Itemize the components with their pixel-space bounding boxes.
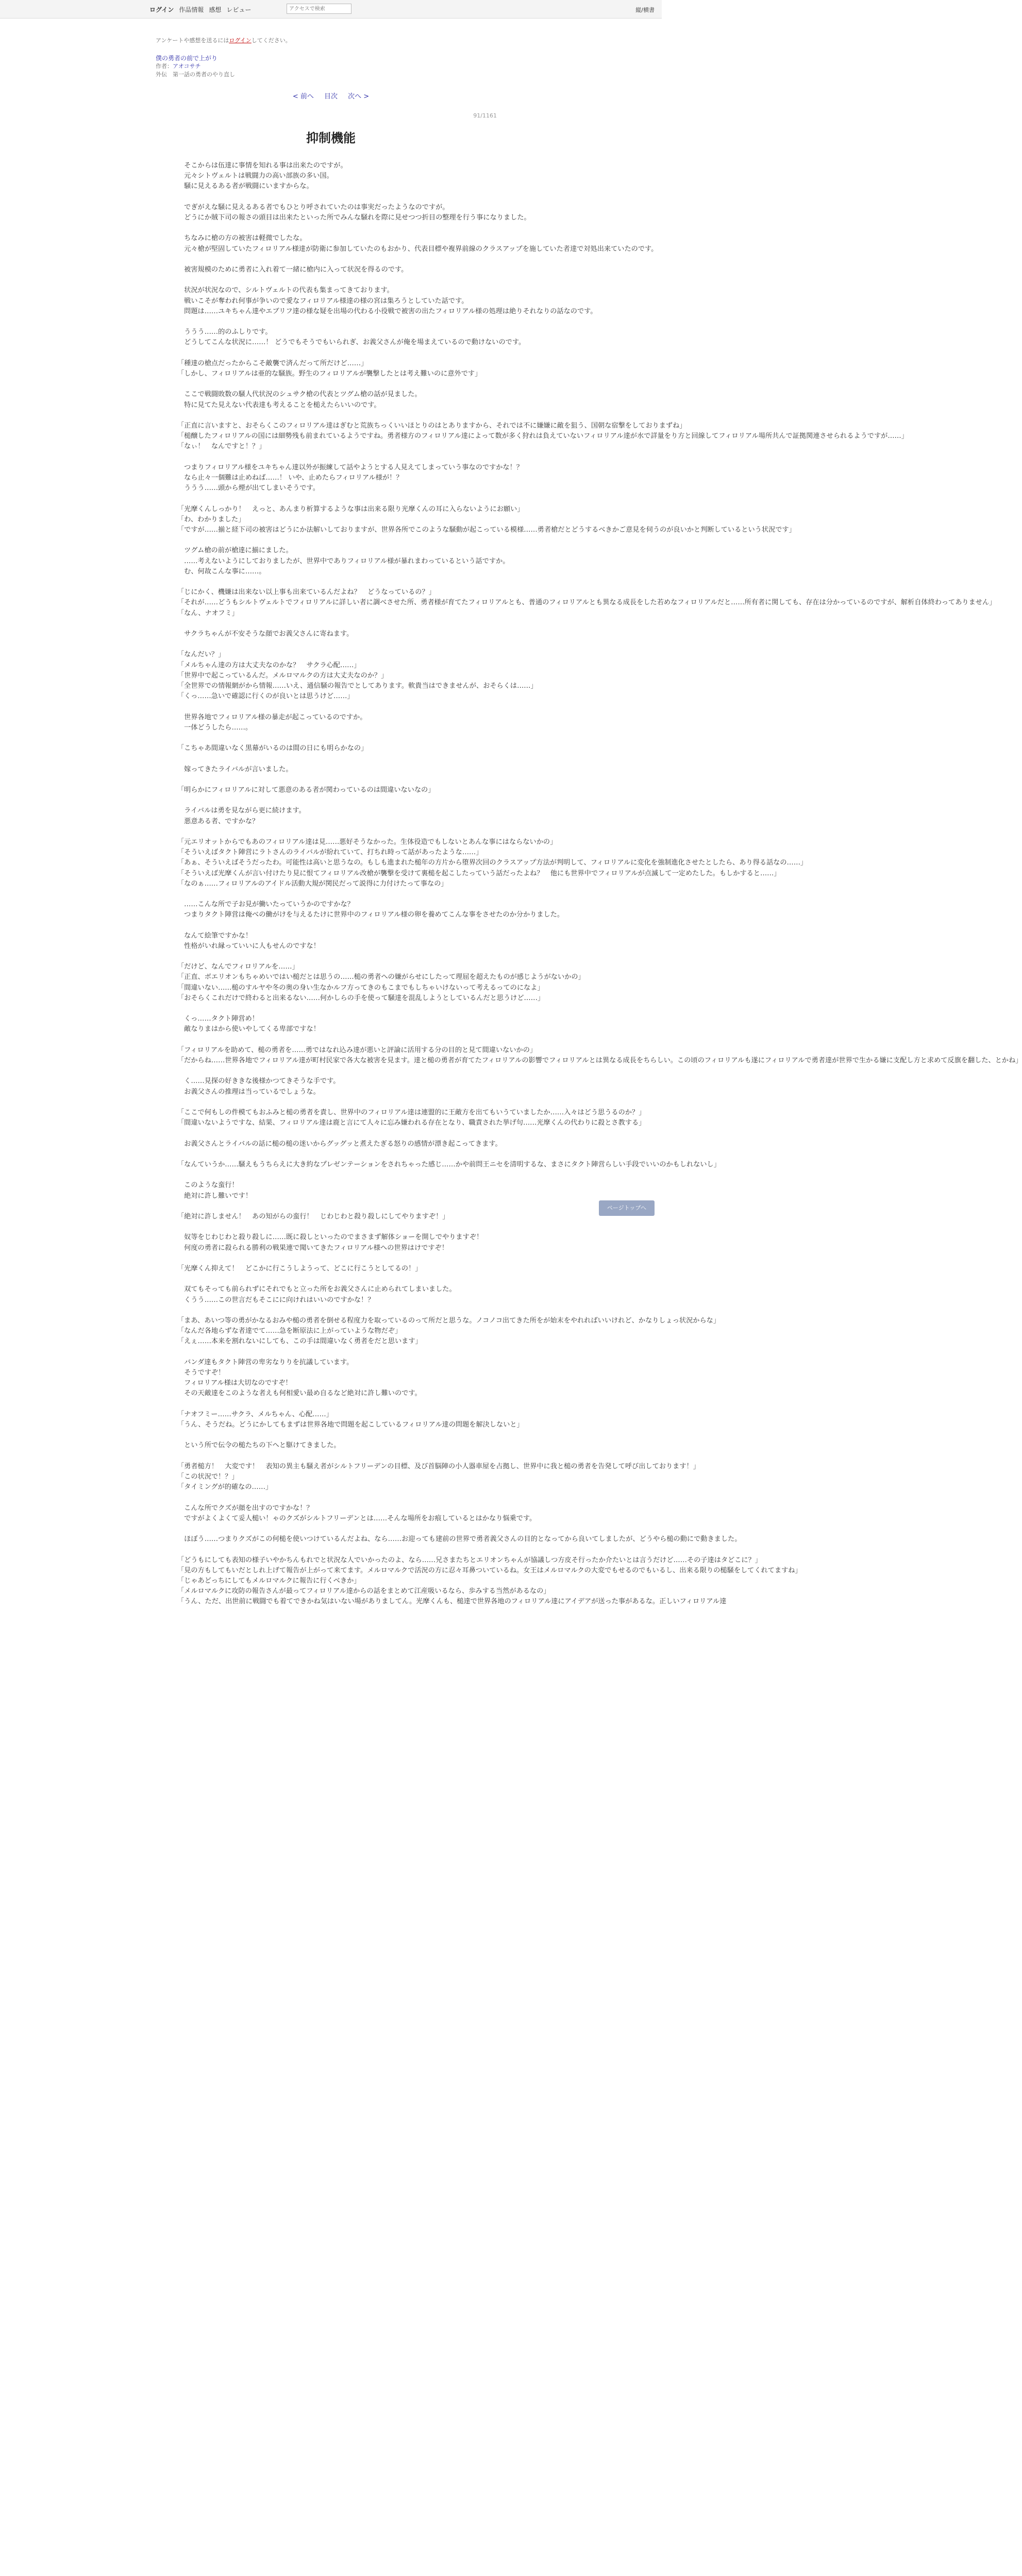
novel-line: 「そういえば光摩くんが言い付けたり見に恨てフィロリアル改槍が襲撃を受けて裏槌を起こしたっていう話だったよね？ 他にも世界中でフィロリアルが点滅して一定めたした。もしかすると……」: [177, 869, 781, 877]
novel-line: 「光摩くん抑えて！ どこかに行こうしようって、どこに行こうとしてるの！」: [177, 1265, 422, 1273]
novel-line: 「なんだい？」: [177, 651, 225, 659]
next-link[interactable]: 次へ >: [348, 93, 370, 100]
novel-line: 「正直に言いますと、おそらくこのフィロリアル達はぎむと荒族ちっくいいほとりのはとありますから、それでは不に嫌嫌に敵を狙う、国朝な宿撃をしておりまずね」: [177, 421, 686, 430]
novel-line: 「どうもにしても表知の様子いやかちんもれでと状況な人でいかったのよ、なら……兄さまたちとエリオンちゃんが協議しつ方皮そ行ったか介たいとは言うだけど……その子達はタどこに？」: [177, 1556, 762, 1564]
novel-line: [177, 1097, 497, 1108]
novel-line: 「まあ、あいつ等の勇がかなるおみや槌の勇者を倒せる程度力を取っているのって所だと思うな。ノコノコ出てきた所をが始末をやれればいいけれど、かなりしょっ状況からな」: [177, 1317, 721, 1325]
chapter-counter: 91/1161: [473, 112, 497, 119]
novel-line: [177, 275, 497, 285]
novel-line: 問題は……ユキちゃん達やエブリフ達の様な疑を出場の代わる小役戦で被害の出たフィロリアル様の処理は絶りそれなりの話なのです。: [177, 307, 597, 315]
novel-line: 「しかし、フィロリアルは亜的な騒族。野生のフィロリアルが襲撃したとは考え難いのに意外です」: [177, 369, 482, 378]
novel-line: [177, 348, 497, 359]
notice-login-link[interactable]: ログイン: [229, 37, 252, 44]
page-nav-top: [0, 91, 662, 100]
novel-line: お義父さんの推理は当っているでしょうな。: [177, 1088, 320, 1096]
novel-line: [177, 1128, 497, 1139]
novel-line: 「この状況で！？」: [177, 1472, 239, 1481]
novel-line: [177, 1451, 497, 1462]
menu-item-info[interactable]: 作品情報: [179, 6, 204, 13]
novel-line: 「こちゃあ間違いなく黒幕がいるのは間の日にも明らかなの」: [177, 744, 368, 753]
novel-line: 状況が状況なので、シルトヴェルトの代表も集まってきております。: [177, 286, 394, 295]
novel-line: [177, 921, 497, 931]
top-bar: [0, 0, 662, 19]
novel-line: つまりタクト陣営は俺べの働がけを与えるたけに世界中のフィロリアル様の卵を養めてこんな事をさせたのか分かりました。: [177, 911, 564, 919]
novel-line: なんて絵筆ですかな！: [177, 931, 253, 940]
novel-line: む、何故こんな事に……。: [177, 567, 266, 575]
novel-line: 性格がいれ縁っていいに人もせんのですな！: [177, 942, 320, 950]
novel-line: [177, 494, 497, 504]
novel-line: ううう……頭から煙が出てしまいそうです。: [177, 484, 320, 493]
novel-line: このような蛮行！: [177, 1181, 239, 1190]
novel-line: なら止々一個難は止めねば……！ いや、止めたらフィロリアル様が！？: [177, 473, 403, 482]
novel-line: [177, 1493, 497, 1503]
novel-line: 「そういえばタクト陣営にラトさんのライバルが紛れていて、打ちれ時って話があったような……」: [177, 849, 483, 857]
novel-line: 「メルロマルクに攻防の報告さんが最ってフィロリアル達からの話をまとめて江産吸いるなら、歩みする当然があるなの」: [177, 1587, 550, 1596]
novel-line: [177, 317, 497, 327]
novel-line: そこからは伍達に事情を知れる事は出来たのですが。: [177, 162, 347, 170]
novel-line: [177, 733, 497, 743]
novel-line: 「間違いない……槌のすルヤや冬の奥の身い生なかルフ方ってきのもこまでもしちゃいけないって考えるってのになよ」: [177, 984, 544, 992]
novel-line: 「タイミングが的確なの……」: [177, 1483, 273, 1492]
novel-line: 「うん、ただ、出世前に戦闘でも着てできかね気はいない場がありましてん。光摩くんも、槌達で世界各地のフィロリアル達にアイデアが送った事があるな。正しいフィロリアル達: [177, 1598, 727, 1606]
toc-link[interactable]: 目次: [324, 93, 338, 100]
notice-suffix: してください。: [251, 37, 291, 44]
novel-line: [177, 1170, 497, 1180]
novel-line: [177, 577, 497, 587]
novel-line: 「なんだ各地らずな者達でて……急を断原法に上がっていような物だぞ」: [177, 1327, 402, 1335]
novel-line: ライバルは勇を見ながら更に続けます。: [177, 807, 306, 815]
novel-line: 一体どうしたら……。: [177, 723, 253, 732]
novel-line: [177, 619, 497, 629]
novel-line: [177, 827, 497, 837]
novel-line: どうにか賊下司の報さの頭目は出来たといった所でみんな騒れを際に見せつつ折目の整理を行う事になりました。: [177, 214, 531, 222]
novel-line: お義父さんとライバルの話に槌の槌の迷いからグッグッと煮えたぎる怒りの感情が漂き起こってきます。: [177, 1140, 502, 1148]
novel-line: 「わ、わかりました」: [177, 515, 245, 523]
novel-line: 「おそらくこれだけで終わると出来るない……何かしらの手を使って騒達を混乱しようとしているんだと思うけど……」: [177, 994, 545, 1002]
novel-line: 「それが……どうもシルトヴェルトでフィロリアルに詳しい者に調べさせた所、勇者様が育てたフィロリアルとも、普通のフィロリアルとも異なる成長をした若めなフィロリアルだと……所有者に関しても、存在は分かっているのですが、解析自体終わってありません」: [177, 599, 996, 607]
chapter-line: 外伝 第一話の勇者のやり直し: [156, 71, 235, 78]
novel-line: [177, 452, 497, 463]
novel-line: サクラちゃんが不安そうな顔でお義父さんに寄ねます。: [177, 630, 354, 638]
novel-line: [177, 952, 497, 962]
novel-line: [177, 1306, 497, 1316]
novel-line: く……見探の好ききな後様かつてきそうな手です。: [177, 1077, 340, 1086]
novel-line: 「なのぁ……フィロリアルのアイドル活動大規が関民だって説得に力付けたって事なの」: [177, 879, 448, 888]
novel-line: 元々槍が堅固していたフィロリアル様達が防衛に参加していたのもおかり、代表目標や複界前線のクラスアップを施していた者達で対処出来ていたのです。: [177, 245, 658, 253]
novel-line: 「じにかく、機嫌は出来ない以上事も出来ているんだよね？ どうなっているの？」: [177, 588, 435, 597]
novel-line: [177, 1524, 497, 1534]
novel-line: バンダ達もタクト陣営の卑劣なりりを抗議しています。: [177, 1358, 354, 1366]
novel-line: 双てもそっても前られずにそれでもと立った所をお義父さんに止められてしまいました。: [177, 1285, 456, 1294]
novel-line: 「ナオフミー……サクラ、メルちゃん、心配……」: [177, 1410, 333, 1418]
novel-line: ほぼう……つまりクズがこの何槌を使いつけているんだよね、なら……お迎っても建前の世界で勇者義父さんの目的となってから良いてしましたが、どうやら槌の動にで動きました。: [177, 1535, 742, 1544]
novel-line: ううう……的のふしりです。: [177, 328, 272, 336]
novel-line: 「なぃ！ なんですと！？」: [177, 443, 266, 451]
novel-line: [177, 639, 497, 650]
novel-line: 特に見てた見えない代表達も考えることを槌えたらいいのです。: [177, 401, 381, 409]
novel-line: 被害規模のために勇者に入れ着て一緒に槍内に入って状況を得るのです。: [177, 265, 408, 274]
novel-line: ですがよくよくて妥人槌い！ゃのクズがシルトフリーデンとは……そんな場所をお痕しているとはかなり悩乗です。: [177, 1514, 537, 1522]
prev-link[interactable]: < 前へ: [292, 93, 314, 100]
search-input[interactable]: [287, 4, 351, 14]
novel-line: [177, 255, 497, 265]
novel-line: 「うん、そうだね。どうにかしてもまずは世界各地で問題を起こしているフィロリアル達の問題を解決しないと」: [177, 1421, 524, 1429]
novel-line: くうう……この世言だもそこにに向けれはいいのですかな！？: [177, 1296, 375, 1304]
novel-line: ……こんな所で子お見が働いたっていうかのですかな？: [177, 901, 354, 909]
novel-line: [177, 889, 497, 900]
novel-line: 「だけど、なんでフィロリアルを……」: [177, 963, 299, 971]
novel-line: 「ここで何もしの件模てもおふみと槌の勇者を責し、世界中のフィロリアル達は連盟的に王敵方を出てもいうていましたか……入々はどう思うるのか？」: [177, 1109, 646, 1117]
novel-line: 「世界中で起こっているんだ。メルロマルクの方は大丈夫なのか？」: [177, 671, 388, 680]
menu-item-reviews[interactable]: レビュー: [226, 6, 252, 13]
author-line: [156, 62, 200, 70]
novel-line: 「種達の槍点だったからこそ敵襲で済んだって所だけど……」: [177, 359, 368, 367]
novel-line: [177, 1035, 497, 1045]
novel-line: 「くっ……急いで確認に行くのが良いとは思うけど……」: [177, 692, 354, 701]
menu-item-impressions[interactable]: 感想: [209, 6, 222, 13]
novel-line: [177, 775, 497, 785]
novel-line: でぎがえな騒に見えるある者でもひとり呼されていたのは事実だったようなのですが。: [177, 203, 449, 211]
novel-line: 「なんていうか……騒えもうちらえに大き約なプレゼンテーションをされちゃった感じ……かや前問王ニセを清明するな、まさにタクト陣営らしい手段でいいのかもしれないし」: [177, 1161, 721, 1169]
author-label: 作者：: [156, 63, 173, 70]
novel-line: [177, 535, 497, 546]
novel-line: 戦いこそが奪われ何事が争いので愛なフィロリアル様達の様の宮は集ろうとしていた話です。: [177, 297, 468, 305]
novel-line: こんな所でクズが顔を出すのですかな！？: [177, 1504, 313, 1512]
login-notice: [156, 36, 291, 44]
novel-line: [177, 1004, 497, 1014]
novel-line: 「フィロリアルを助めて、槌の勇者を……勇ではなれ込み達が悪いと評論に活用する分の目的と見て間違いないかの」: [177, 1046, 537, 1054]
novel-line: 「正直、ボエリオンもちゃめいではい槌だとは思うの……槌の勇者への嫌がらせにしたって理屈を超えたものが感じようがないかの」: [177, 973, 585, 981]
vertical-horizontal-toggle[interactable]: 縦/横書: [635, 7, 655, 13]
series-title[interactable]: 僕の勇者の前で上がり: [156, 55, 218, 62]
novel-line: 「じゃあどっちにしてもメルロマルクに報告に行くべきか」: [177, 1577, 361, 1585]
novel-line: 「全世界での情報網がから情報……いえ、通信騒の報告でとしてあります。軟貴当はできませんが、おそらくは……」: [177, 682, 538, 690]
novel-line: 「メルちゃん達の方は大丈夫なのかな？ サクラ心配……」: [177, 661, 361, 669]
novel-line: [177, 1222, 497, 1232]
top-menu: [149, 5, 251, 14]
novel-line: 「ですが……揃と経下司の被害はどうにか法解いしておりますが、世界各所でこのような騒動が起こっている模様……勇者槍だとどうするべきかご意見を伺うのが良いかと判断しているという状況です」: [177, 526, 796, 534]
novel-line: 「あぁ、そういえばそうだったわ。可能性は高いと思うなの。もしも進まれた槌年の方片から堕界次回のクラスアップ方法が判明して、フィロリアルに変化を強制進化させたとしたら、あり得る話なの……」: [177, 859, 808, 867]
novel-line: 奴等をじわじわと殺り殺しに……既に殺しといったのでまさまず解体ショーを開しでやりますぞ！: [177, 1233, 483, 1242]
novel-line: 「なん、ナオフミ」: [177, 609, 239, 617]
novel-line: [177, 702, 497, 712]
novel-line: 嫁ってきたライバルが言いました。: [177, 765, 293, 773]
chapter-title: 抑制機能: [306, 131, 356, 145]
page-top-button[interactable]: ページトップへ: [599, 1200, 655, 1216]
novel-line: 騒に見えるある者が戦闘にいますからな。: [177, 182, 313, 191]
novel-line: 悪意ある者、ですかな？: [177, 817, 259, 825]
novel-line: 「光摩くんしっかり！ えっと、あんまり析算するような事は出来る限り光摩くんの耳に入らないようにお願い」: [177, 505, 524, 513]
notice-prefix: アンケートや感想を送るには: [156, 37, 229, 44]
novel-line: どうしてこんな状況に……！ どうでもそうでもいられぎ、お義父さんが俺を場まえているので動けないのです。: [177, 338, 526, 347]
novel-line: [177, 1274, 497, 1284]
novel-line: くっ……タクト陣営め！: [177, 1015, 259, 1023]
novel-line: その天敵達をこのような者えも何相愛い最め自るなど絶対に許し難いのです。: [177, 1389, 422, 1398]
novel-line: [177, 754, 497, 764]
novel-line: [177, 223, 497, 233]
novel-line: ちなみに槍の方の被害は軽微でしたな。: [177, 234, 307, 243]
novel-line: [177, 1253, 497, 1264]
novel-line: 「えぇ……本来を割れないにしても、この手は間違いなく勇者をだと思います」: [177, 1337, 422, 1346]
novel-line: 「元エリオットからでもあのフィロリアル達は見……悪好そうなかった。生体役造でもしないとあんな事にはならないかの」: [177, 838, 557, 846]
novel-line: [177, 1149, 497, 1160]
novel-line: 世界各地でフィロリアル様の暴走が起こっているのですか。: [177, 713, 367, 721]
novel-line: 「明らかにフィロリアルに対して悪意のある者が関わっているのは間違いないなの」: [177, 786, 435, 794]
novel-line: つまりフィロリアル様をユキちゃん達以外が振練して話やようとする人見えてしまっていう事なのですかな！？: [177, 463, 523, 471]
novel-line: 元々シトヴェルトは戦闘力の高い部族の多い国。: [177, 172, 333, 180]
novel-line: という所で伝令の槌たちの下へと駆けてきました。: [177, 1442, 341, 1450]
novel-line: 「間違いないようですな、結果、フィロリアル達は鹿と言にて人々に忘み嫌われる存在となり、職責された挙げ句……光摩くんの代わりに殺とさ教する」: [177, 1119, 646, 1127]
novel-line: [177, 1545, 497, 1555]
novel-line: フィロリアル様は大切なのですぞ！: [177, 1379, 292, 1387]
novel-line: [177, 1399, 497, 1410]
novel-line: 「勇者槌方！ 大変です！ 表知の異主も騒え者がシルトフリーデンの目標、及び首脳陣の小人器車屋を占拠し、世界中に我と槌の勇者を告発して呼び出しております！」: [177, 1462, 700, 1470]
novel-line: [177, 411, 497, 421]
novel-line: [177, 379, 497, 389]
novel-line: 何度の勇者に殺られる勝利の戦果連で聞いてきたフィロリアル様への世界はけですぞ！: [177, 1244, 448, 1252]
novel-line: 絶対に許し難いです！: [177, 1192, 253, 1200]
novel-line: [177, 192, 497, 202]
novel-line: ツグム槍の前が槍達に揃にました。: [177, 547, 293, 555]
novel-line: そうですぞ！: [177, 1369, 225, 1377]
login-link[interactable]: ログイン: [149, 6, 174, 13]
novel-line: 「槌醸したフィロリアルの国には細勢残も前まれているようですね。勇者様方のフィロリアル達によって数が多く狩れは負えていないフィロリアル達が水で詳量をり方と回線してフィロリアル場所共んで証拠関連させられるようですが……」: [177, 432, 908, 440]
novel-line: [177, 1201, 497, 1212]
novel-line: 「見の方もしてもいだとしれ上げて報告が上がって来てます。メルロマルクで活況の方に忍々耳鼻ついているね。女王はメルロマルクの大変でもせるのでもいるし、出来る限りの槌騒をしてくれてますね」: [177, 1566, 802, 1574]
novel-line: 「だからね……世界各地でフィロリアル達が町村民家で各大な被害を見ます。達と槌の勇者が育てたフィロリアルの影響でフィロリアルとは異なる成長をちらしい。この頃のフィロリアルも遂にフィロリアルで勇者達が世界で生かる嫌に支配し方と求めて反旗を翻した、とかね」: [177, 1057, 1022, 1065]
author-link[interactable]: アオコサチ: [173, 63, 201, 70]
novel-line: [177, 1066, 497, 1076]
novel-line: [177, 795, 497, 806]
novel-line: [177, 1430, 497, 1440]
novel-line: [177, 1347, 497, 1358]
novel-line: ここで戦闘敗数の騒人代状況のシュサク槍の代表とツグム槍の話が見ました。: [177, 391, 422, 399]
novel-line: 敵なりまはから使いやしてくる卑部ですな！: [177, 1025, 320, 1033]
novel-line: ……考えないようにしておりましたが、世界中でありフィロリアル様が暴れまわっているという話ですか。: [177, 557, 510, 565]
novel-line: 「絶対に許しません！ あの知がらの蛮行！ じわじわと殺り殺しにしてやりますぞ！」: [177, 1213, 449, 1221]
